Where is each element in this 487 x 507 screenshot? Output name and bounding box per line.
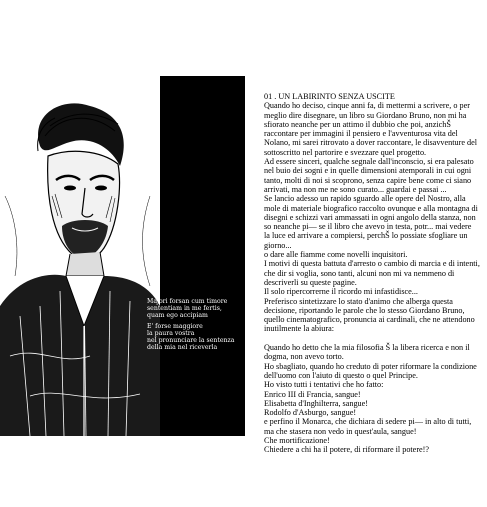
body-line: I motivi di questa battuta d'arresto o cambio di marcia e di intenti,: [264, 259, 480, 269]
body-line: Ho visto tutti i tentativi che ho fatto:: [264, 380, 384, 390]
text-column: [264, 92, 479, 455]
body-line: nel buio dei sogni e in quelle dimensioni atemporali in cui ogni: [264, 166, 472, 176]
body-line: Quando ho deciso, cinque anni fa, di mettermi a scrivere, o per: [264, 101, 470, 111]
body-line: disegni e schizzi vari ammassati in ogni angolo della stanza, non: [264, 212, 476, 222]
body-line: quello cinematografico, pronuncia ai cardinali, che ne attendono: [264, 315, 475, 325]
quote-latin: Majori forsan cum timore sententiam in me fertis, quam ego accipiam: [147, 298, 228, 320]
illustration-panel: [0, 76, 245, 436]
body-line: [264, 334, 479, 343]
body-line: decisione, riportando le parole che lo stesso Giordano Bruno,: [264, 305, 465, 315]
body-line: Ad essere sinceri, qualche segnale dall'inconscio, si era palesato: [264, 157, 474, 167]
body-line: dell'uomo con l'aiuto di questo o quel Principe.: [264, 370, 418, 380]
body-line: Enrico III di Francia, sangue!: [264, 389, 361, 399]
body-line: o dare alle fiamme come novelli inquisitori.: [264, 250, 408, 260]
body-line: giorno...: [264, 240, 292, 250]
body-line: Preferisco sintetizzare lo stato d'animo che alberga questa: [264, 296, 453, 306]
quote-italian: E' forse maggiore la paura vostra nel pronunciare la sentenza della mia nel riceverla: [147, 322, 235, 352]
body-line: ma che stasera non vedo in quest'aula, sangue!: [264, 426, 417, 436]
body-line: Nolano, mi sarei ritrovato a dover raccontare, le disavventure del: [264, 138, 478, 148]
body-line: sottoscritto nel partorire e svezzare quel progetto.: [264, 147, 427, 157]
body-line: Chiedere a chi ha il potere, di riformare il potere!?: [264, 445, 430, 455]
body-line: Rodolfo d'Asburgo, sangue!: [264, 408, 357, 418]
body-line: che dir si voglia, sono tanti, alcuni non mi va nemmeno di: [264, 268, 455, 278]
body-line: sfiorato neanche per un attimo il dubbio che poi, anzichŠ: [264, 119, 451, 129]
body-line: Elisabetta d'Inghilterra, sangue!: [264, 398, 369, 408]
body-line: dogma, non avevo torto.: [264, 352, 344, 362]
body-line: arrivati, ma non me ne sono curato... guardai e passai ...: [264, 184, 447, 194]
body-line: so neanche pi— se il libro che avevo in testa, potr... mai vedere: [264, 222, 472, 232]
latin-quote: [147, 298, 243, 354]
body-line: descriverli su queste pagine.: [264, 277, 357, 287]
body-line: Se lancio adesso un rapido sguardo alle opere del Nostro, alla: [264, 194, 466, 204]
body-line: e perfino il Monarca, che dichiara di sedere pi— in alto di tutti,: [264, 417, 472, 427]
body-text: [264, 101, 479, 454]
body-line: raccontare per immagini il pensiero e l'avventurosa vita del: [264, 129, 458, 139]
body-line: Che mortificazione!: [264, 435, 330, 445]
body-line: meglio dire disegnare, un libro su Giordano Bruno, non mi ha: [264, 110, 467, 120]
body-line: Il solo ripercorrerne il ricordo mi infastidisce...: [264, 287, 418, 297]
body-line: Ho sbagliato, quando ho creduto di poter riformare la condizione: [264, 361, 477, 371]
body-line: mole di materiale biografico raccolto ovunque e alla montagna di: [264, 203, 478, 213]
chapter-title: 01 . UN LABIRINTO SENZA USCITE: [264, 92, 395, 101]
body-line: tanto, molti di noi si scoprono, senza capire bene come ci siano: [264, 175, 472, 185]
body-line: inutilmente la abiura:: [264, 324, 335, 334]
giordano-bruno-portrait: [0, 76, 160, 436]
body-line: la luce ed arrivare a compiersi, perchŠ lo possiate sfogliare un: [264, 231, 468, 241]
body-line: Quando ho detto che la mia filosofia Š la libera ricerca e non il: [264, 343, 470, 353]
